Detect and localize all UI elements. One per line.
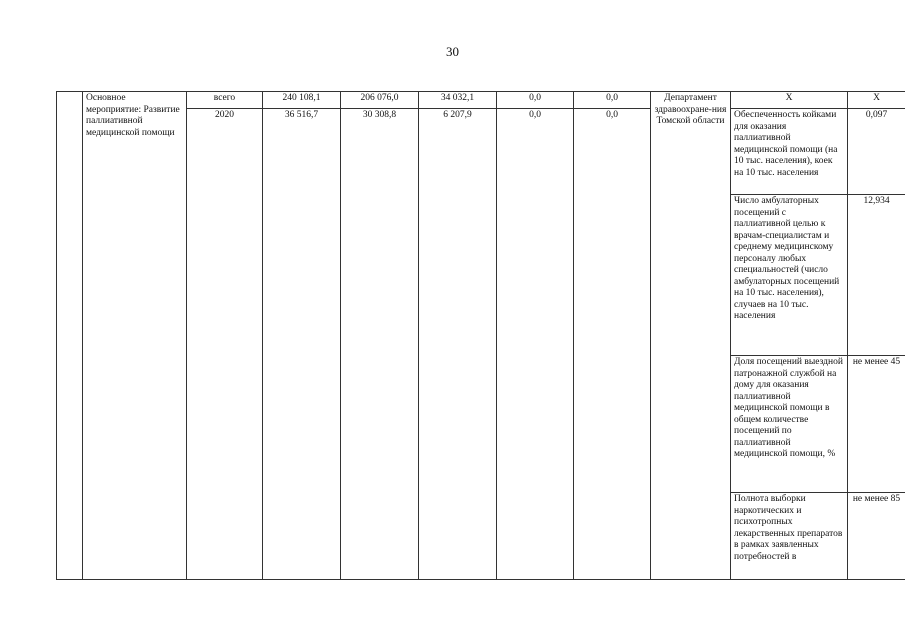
indicator-x-cell: X <box>731 92 848 109</box>
value-x-cell: X <box>848 92 905 109</box>
indicator-value-4: не менее 85 <box>848 493 905 580</box>
indicator-text-4: Полнота выборки наркотических и психотропных лекарственных препаратов в рамках заявленных потребностей в <box>731 493 848 580</box>
indicator-text-2: Число амбулаторных посещений с паллиативной целью к врачам-специалистам и среднему медицинскому персоналу любых специальностей (число амбулаторных посещений на 10 тыс. населения), случаев на 10 тыс. населения <box>731 195 848 356</box>
page-number: 30 <box>446 44 459 59</box>
indicator-text-3: Доля посещений выездной патронажной службой на дому для оказания паллиативной медицинской помощи в общем количестве посещений по паллиативной медицинской помощи, % <box>731 356 848 493</box>
total-label-cell: всего <box>187 92 263 109</box>
total-value-2: 206 076,0 <box>341 92 419 109</box>
indicator-text-1: Обеспеченность койками для оказания паллиативной медицинской помощи (на 10 тыс. населения), коек на 10 тыс. населения <box>731 109 848 195</box>
program-table <box>56 91 905 580</box>
indicator-value-2: 12,934 <box>848 195 905 356</box>
total-value-3: 34 032,1 <box>419 92 497 109</box>
total-row <box>57 92 905 109</box>
total-value-1: 240 108,1 <box>263 92 341 109</box>
indicator-value-1: 0,097 <box>848 109 905 195</box>
year-cell: 2020 <box>187 109 263 580</box>
year-value-2: 30 308,8 <box>341 109 419 580</box>
indicator-value-3: не менее 45 <box>848 356 905 493</box>
total-value-4: 0,0 <box>497 92 574 109</box>
year-value-1: 36 516,7 <box>263 109 341 580</box>
total-value-5: 0,0 <box>574 92 651 109</box>
year-value-5: 0,0 <box>574 109 651 580</box>
year-value-3: 6 207,9 <box>419 109 497 580</box>
number-cell <box>57 92 83 580</box>
year-value-4: 0,0 <box>497 109 574 580</box>
activity-name-cell: Основное мероприятие: Развитие паллиативной медицинской помощи <box>83 92 187 580</box>
executor-cell: Департамент здравоохране-ния Томской области <box>651 92 731 580</box>
